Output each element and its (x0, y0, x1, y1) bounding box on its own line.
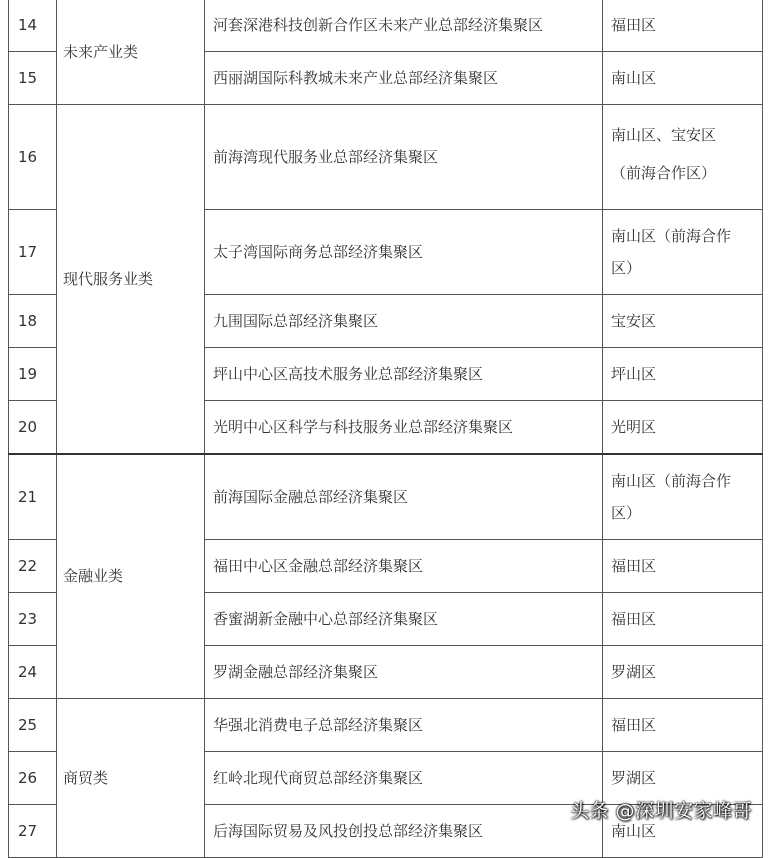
district-cell: 罗湖区 (603, 646, 763, 699)
row-number: 14 (9, 0, 57, 52)
table-row (9, 699, 763, 752)
zone-name: 前海湾现代服务业总部经济集聚区 (205, 105, 603, 210)
district-cell (603, 210, 763, 295)
district-cell: 坪山区 (603, 348, 763, 401)
district-cell (603, 105, 763, 210)
category-cell: 未来产业类 (57, 0, 205, 105)
row-number: 19 (9, 348, 57, 401)
category-cell: 商贸类 (57, 699, 205, 858)
zone-name: 后海国际贸易及风投创投总部经济集聚区 (205, 805, 603, 858)
table-row (9, 0, 763, 52)
district-cell: 福田区 (603, 699, 763, 752)
district-line: 南山区、宝安区 (611, 126, 717, 144)
row-number: 24 (9, 646, 57, 699)
zone-name: 九围国际总部经济集聚区 (205, 295, 603, 348)
row-number: 15 (9, 52, 57, 105)
district-cell: 光明区 (603, 401, 763, 454)
zone-name: 红岭北现代商贸总部经济集聚区 (205, 752, 603, 805)
row-number: 27 (9, 805, 57, 858)
district-cell: 宝安区 (603, 295, 763, 348)
district-cell: 南山区 (603, 805, 763, 858)
district-cell (603, 454, 763, 540)
district-line: 区） (611, 259, 642, 277)
zone-name: 河套深港科技创新合作区未来产业总部经济集聚区 (205, 0, 603, 52)
zone-name: 太子湾国际商务总部经济集聚区 (205, 210, 603, 295)
zone-name: 华强北消费电子总部经济集聚区 (205, 699, 603, 752)
district-line: 南山区（前海合作 (611, 471, 732, 490)
zone-name: 罗湖金融总部经济集聚区 (205, 646, 603, 699)
zone-name: 前海国际金融总部经济集聚区 (205, 454, 603, 540)
row-number: 21 (9, 454, 57, 540)
row-number: 23 (9, 593, 57, 646)
zone-name: 坪山中心区高技术服务业总部经济集聚区 (205, 348, 603, 401)
row-number: 20 (9, 401, 57, 454)
row-number: 17 (9, 210, 57, 295)
district-cell: 福田区 (603, 0, 763, 52)
zone-table (8, 0, 763, 858)
row-number: 22 (9, 540, 57, 593)
district-cell: 福田区 (603, 540, 763, 593)
district-line: 南山区（前海合作 (611, 227, 732, 245)
table-row (9, 454, 763, 540)
zone-name: 福田中心区金融总部经济集聚区 (205, 540, 603, 593)
category-cell: 现代服务业类 (57, 105, 205, 454)
row-number: 18 (9, 295, 57, 348)
watermark: 头条 @深圳安家峰哥 (569, 800, 752, 822)
row-number: 16 (9, 105, 57, 210)
category-cell: 金融业类 (57, 454, 205, 699)
district-line: （前海合作区） (611, 164, 717, 182)
table-row (9, 105, 763, 210)
zone-table-body (9, 0, 763, 858)
row-number: 25 (9, 699, 57, 752)
zone-name: 西丽湖国际科教城未来产业总部经济集聚区 (205, 52, 603, 105)
district-cell: 南山区 (603, 52, 763, 105)
zone-name: 香蜜湖新金融中心总部经济集聚区 (205, 593, 603, 646)
zone-name: 光明中心区科学与科技服务业总部经济集聚区 (205, 401, 603, 454)
row-number: 26 (9, 752, 57, 805)
district-cell: 罗湖区 (603, 752, 763, 805)
district-cell: 福田区 (603, 593, 763, 646)
district-line: 区） (611, 503, 642, 522)
